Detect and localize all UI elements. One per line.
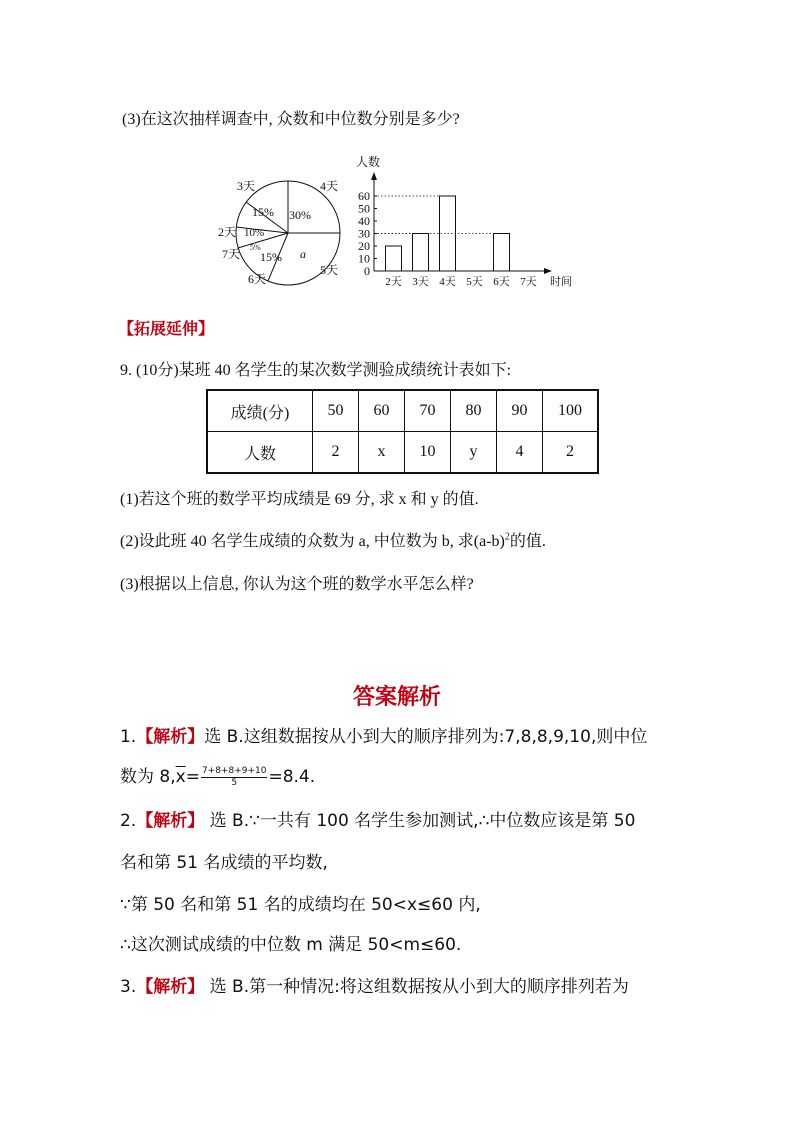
fraction-numerator: 7+8+8+9+10 <box>201 765 267 776</box>
y-axis-label: 人数 <box>356 155 381 169</box>
pie-pct-a: a <box>300 247 306 261</box>
analysis-tag: 【解析】 <box>136 727 205 747</box>
pie-pct-10: 10% <box>244 227 265 239</box>
answer-text: 数为 8, <box>120 767 176 787</box>
sub-question-2-exponent: 2 <box>504 531 510 543</box>
pie-label-2day: 2天 <box>218 225 237 239</box>
mean-fraction <box>201 766 268 789</box>
pie-chart <box>218 179 340 286</box>
y-tick-label: 20 <box>358 239 370 253</box>
y-tick-label: 50 <box>358 201 370 216</box>
pie-pct-15b: 15% <box>260 250 282 264</box>
bar <box>386 246 402 271</box>
table-cell: 60 <box>359 390 405 432</box>
table-cell: 成绩(分) <box>207 390 313 432</box>
pie-pct-5: 5% <box>250 243 261 252</box>
table-cell: 50 <box>313 390 359 432</box>
y-tick-label: 40 <box>358 214 370 228</box>
sub-question-2-end: 的值. <box>509 533 546 550</box>
answer-result: =8.4. <box>268 767 316 787</box>
y-axis-arrow <box>371 172 377 180</box>
table-cell: 2 <box>313 432 359 474</box>
bar <box>494 234 510 272</box>
table-row <box>207 390 598 432</box>
answer-2-line-1 <box>120 806 635 831</box>
sub-question-2 <box>120 528 546 551</box>
x-tick-label: 6天 <box>493 276 510 288</box>
sub-question-1: (1)若这个班的数学平均成绩是 69 分, 求 x 和 y 的值. <box>120 491 479 508</box>
pie-label-7day: 7天 <box>222 247 241 261</box>
pie-label-4day: 4天 <box>320 179 339 193</box>
question-3-text: (3)在这次抽样调查中, 众数和中位数分别是多少? <box>122 111 460 128</box>
figures <box>210 150 590 295</box>
answer-number: 3. <box>120 977 137 997</box>
table-cell: 4 <box>497 432 543 474</box>
fraction-denominator: 5 <box>231 777 238 788</box>
answer-1-line-2 <box>120 762 315 789</box>
score-table <box>206 389 599 474</box>
table-cell: x <box>359 432 405 474</box>
question-9-text: 9. (10分)某班 40 名学生的某次数学测验成绩统计表如下: <box>120 362 512 379</box>
table-cell: y <box>451 432 497 474</box>
x-tick-label: 5天 <box>466 276 483 288</box>
bar <box>413 234 429 272</box>
answer-text: 选 B.∵一共有 100 名学生参加测试,∴中位数应该是第 50 <box>204 811 636 831</box>
x-tick-label: 2天 <box>385 276 402 288</box>
table-cell: 100 <box>543 390 599 432</box>
x-axis-label: 时间 <box>550 276 572 288</box>
x-tick-label: 3天 <box>412 276 429 288</box>
y-tick-label: 30 <box>358 226 370 241</box>
table-cell: 80 <box>451 390 497 432</box>
pie-pct-30: 30% <box>289 208 311 222</box>
table-cell: 70 <box>405 390 451 432</box>
equals-sign: = <box>185 767 200 787</box>
pie-label-5day: 5天 <box>320 263 339 277</box>
extension-section-title: 【拓展延伸】 <box>118 319 215 338</box>
answer-2-line-3: ∵第 50 名和第 51 名的成绩均在 50<x≤60 内, <box>120 895 481 915</box>
table-cell: 人数 <box>207 432 313 474</box>
table-cell: 2 <box>543 432 599 474</box>
analysis-tag: 【解析】 <box>136 811 205 831</box>
pie-label-6day: 6天 <box>248 272 267 286</box>
table-cell: 90 <box>497 390 543 432</box>
x-tick-label: 4天 <box>439 276 456 288</box>
analysis-tag: 【解析】 <box>136 977 205 997</box>
x-tick-label: 7天 <box>520 276 537 288</box>
mean-symbol: $\overline{x}$ <box>175 767 186 787</box>
answer-1-line-1 <box>120 722 647 747</box>
y-tick-label: 10 <box>358 251 370 266</box>
bar-chart <box>356 154 572 288</box>
answer-2-line-2: 名和第 51 名成绩的平均数, <box>120 853 328 873</box>
pie-pct-15a: 15% <box>252 205 274 219</box>
answer-number: 1. <box>120 727 137 747</box>
answer-2-line-4: ∴这次测试成绩的中位数 m 满足 50<m≤60. <box>120 935 462 955</box>
sub-question-2-main: (2)设此班 40 名学生成绩的众数为 a, 中位数为 b, 求(a-b) <box>120 533 505 550</box>
answer-3-line-1 <box>120 972 629 997</box>
sub-question-3: (3)根据以上信息, 你认为这个班的数学水平怎么样? <box>120 576 474 593</box>
answer-section-title: 答案解析 <box>352 685 441 710</box>
answer-text: 选 B.这组数据按从小到大的顺序排列为:7,8,8,9,10,则中位 <box>204 727 648 747</box>
y-tick-label: 0 <box>364 264 370 278</box>
table-row <box>207 432 598 474</box>
answer-number: 2. <box>120 811 137 831</box>
table-cell: 10 <box>405 432 451 474</box>
pie-label-3day: 3天 <box>237 179 256 193</box>
x-axis-arrow <box>544 268 552 274</box>
answer-text: 选 B.第一种情况:将这组数据按从小到大的顺序排列若为 <box>204 977 629 997</box>
y-tick-label: 60 <box>358 189 370 203</box>
